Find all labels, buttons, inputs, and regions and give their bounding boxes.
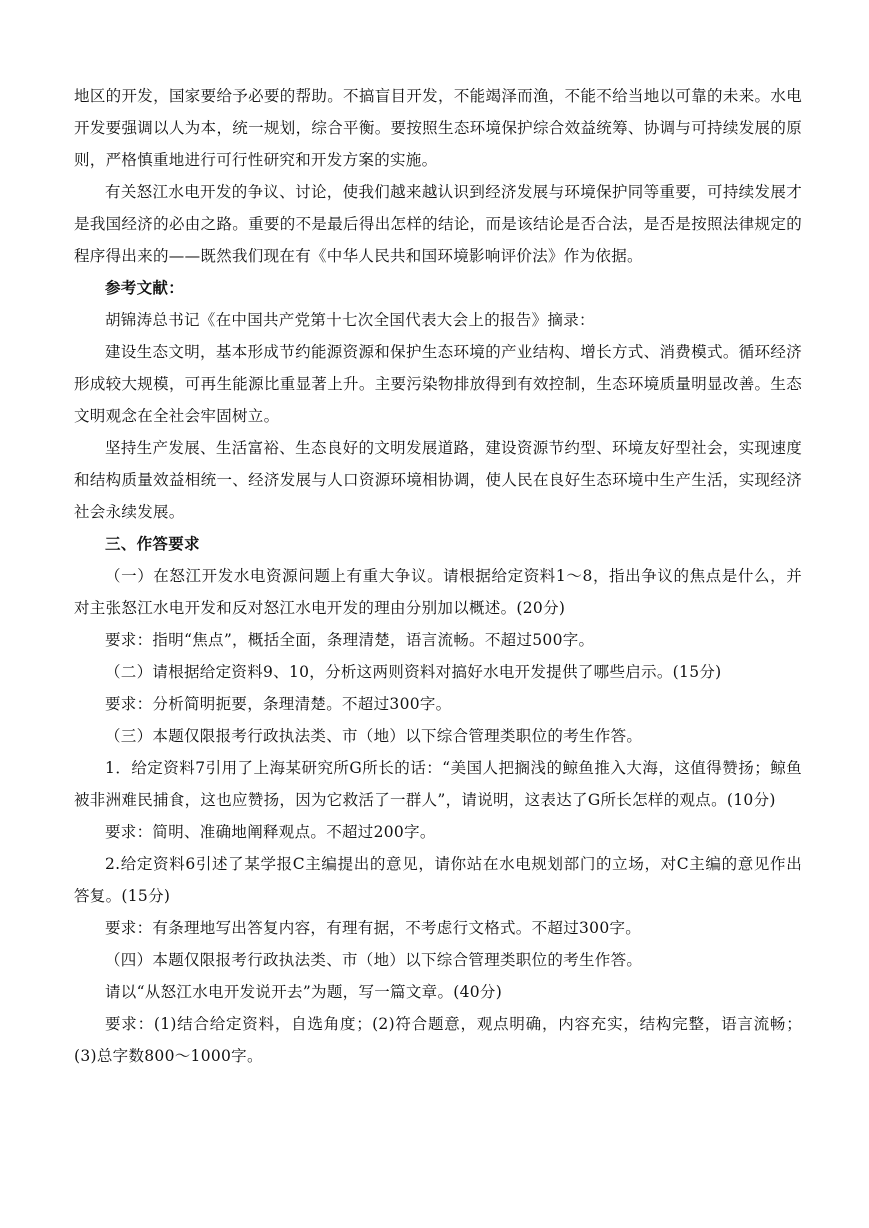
question-3-part-2: 2.给定资料6引述了某学报C主编提出的意见，请你站在水电规划部门的立场，对C主编的意见作出答复。(15分) (74, 855, 802, 905)
question-3-part-1: 1．给定资料7引用了上海某研究所G所长的话：“美国人把搁浅的鲸鱼推入大海，这值得赞扬；鲸鱼被非洲难民捕食，这也应赞扬，因为它救活了一群人”，请说明，这表达了G所长怎样的观点。(10分) (74, 759, 802, 809)
question-4-prompt: 请以“从怒江水电开发说开去”为题，写一篇文章。(40分) (105, 983, 503, 1001)
question-1-requirement: 要求：指明“焦点”，概括全面，条理清楚，语言流畅。不超过500字。 (105, 631, 595, 649)
question-4-requirement: 要求：(1)结合给定资料，自选角度；(2)符合题意，观点明确，内容充实，结构完整，语言流畅；(3)总字数800～1000字。 (74, 1015, 802, 1065)
paragraph-reference-excerpt-2: 坚持生产发展、生活富裕、生态良好的文明发展道路，建设资源节约型、环境友好型社会，实现速度和结构质量效益相统一、经济发展与人口资源环境相协调，使人民在良好生态环境中生产生活，实现经济社会永续发展。 (74, 439, 802, 521)
heading-answer-requirements: 三、作答要求 (105, 534, 200, 553)
paragraph-nujiang-debate: 有关怒江水电开发的争议、讨论，使我们越来越认识到经济发展与环境保护同等重要，可持续发展才是我国经济的必由之路。重要的不是最后得出怎样的结论，而是该结论是否合法，是否是按照法律规定的程序得出来的——既然我们现在有《中华人民共和国环境影响评价法》作为依据。 (74, 183, 802, 265)
question-3-part-2-requirement: 要求：有条理地写出答复内容，有理有据，不考虑行文格式。不超过300字。 (105, 919, 642, 937)
document-page (74, 80, 802, 1072)
paragraph-reference-source: 胡锦涛总书记《在中国共产党第十七次全国代表大会上的报告》摘录： (105, 311, 595, 329)
paragraph-reference-excerpt-1: 建设生态文明，基本形成节约能源资源和保护生态环境的产业结构、增长方式、消费模式。循环经济形成较大规模，可再生能源比重显著上升。主要污染物排放得到有效控制，生态环境质量明显改善。生态文明观念在全社会牢固树立。 (74, 343, 802, 425)
question-1: （一）在怒江开发水电资源问题上有重大争议。请根据给定资料1～8，指出争议的焦点是什么，并对主张怒江水电开发和反对怒江水电开发的理由分别加以概述。(20分) (74, 567, 802, 617)
paragraph-intro-continued: 地区的开发，国家要给予必要的帮助。不搞盲目开发，不能竭泽而渔，不能不给当地以可靠的未来。水电开发要强调以人为本，统一规划，综合平衡。要按照生态环境保护综合效益统筹、协调与可持续发展的原则，严格慎重地进行可行性研究和开发方案的实施。 (74, 87, 802, 169)
heading-references: 参考文献： (105, 278, 185, 297)
question-4: （四）本题仅限报考行政执法类、市（地）以下综合管理类职位的考生作答。 (105, 951, 643, 969)
question-2-requirement: 要求：分析简明扼要，条理清楚。不超过300字。 (105, 695, 452, 713)
question-2: （二）请根据给定资料9、10，分析这两则资料对搞好水电开发提供了哪些启示。(15分) (105, 663, 722, 681)
question-3-part-1-requirement: 要求：简明、准确地阐释观点。不超过200字。 (105, 823, 436, 841)
question-3: （三）本题仅限报考行政执法类、市（地）以下综合管理类职位的考生作答。 (105, 727, 643, 745)
